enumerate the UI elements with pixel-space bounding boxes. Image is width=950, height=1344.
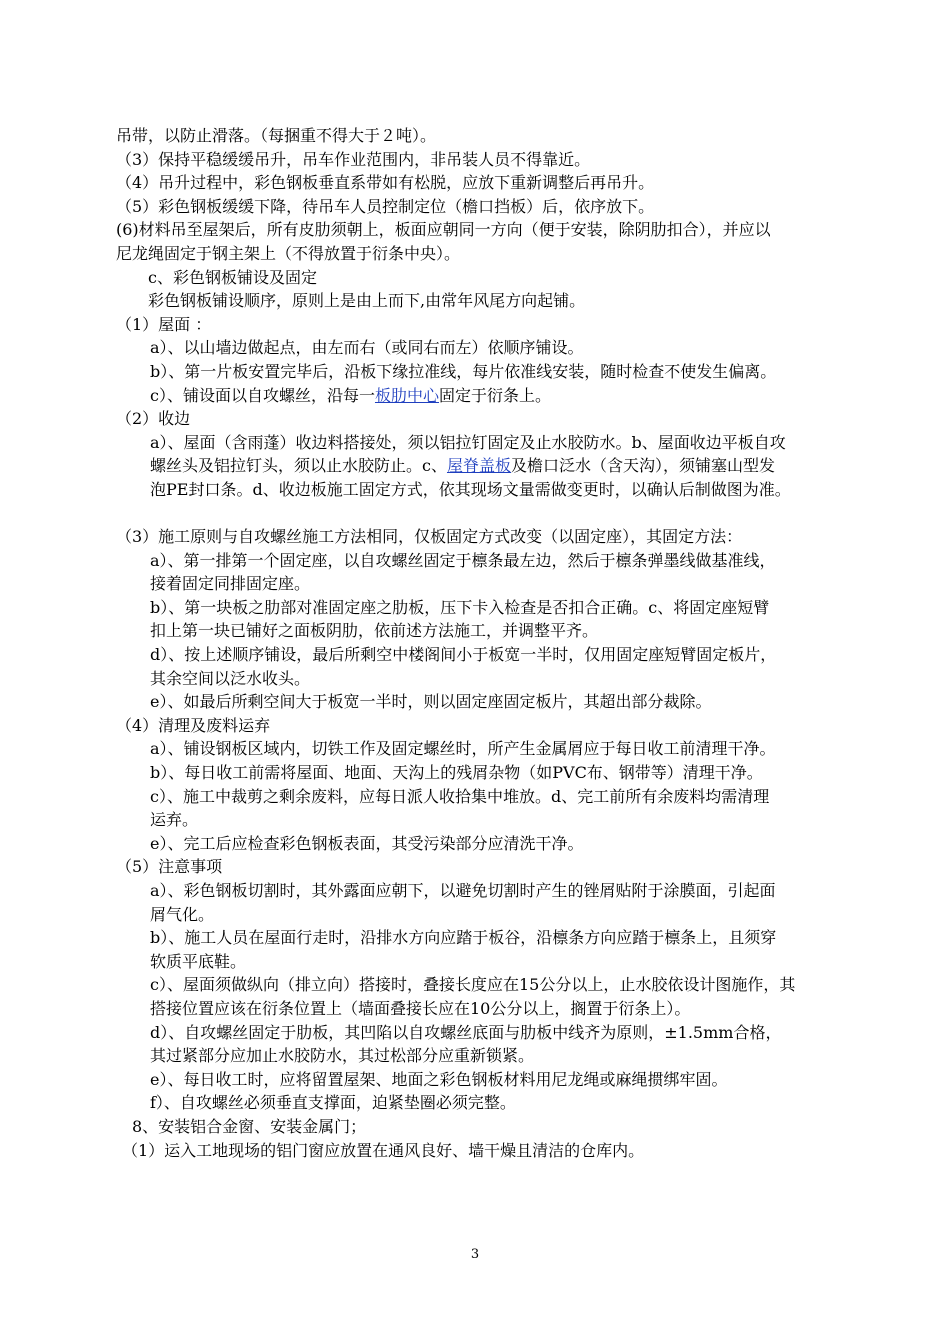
text-line: （1）运入工地现场的铝门窗应放置在通风良好、墙干燥且清洁的仓库内。 [122, 1140, 645, 1160]
text-line: （2）收边 [116, 409, 191, 429]
text-line: e）、如最后所剩空间大于板宽一半时，则以固定座固定板片，其超出部分裁除。 [150, 692, 712, 712]
line-text-before: 螺丝头及铝拉钉头，须以止水胶防止。c、 [150, 456, 447, 476]
text-line: d）、自攻螺丝固定于肋板，其凹陷以自攻螺丝底面与肋板中线齐为原则，±1.5mm合格， [150, 1022, 782, 1042]
text-line: （4）清理及废料运弃 [116, 715, 271, 735]
text-line: e）、每日收工时，应将留置屋架、地面之彩色钢板材料用尼龙绳或麻绳掼绑牢固。 [150, 1069, 728, 1089]
text-line: 尼龙绳固定于钢主架上（不得放置于衍条中央）。 [116, 243, 461, 263]
text-line: （3）保持平稳缓缓吊升，吊车作业范围内，非吊装人员不得靠近。 [116, 149, 591, 169]
text-line: a）、以山墙边做起点，由左而右（或同右而左）依顺序铺设。 [150, 338, 584, 358]
text-line: c、彩色钢板铺设及固定 [148, 267, 317, 287]
text-line: 搭接位置应该在衍条位置上（墙面叠接长应在10公分以上，搁置于衍条上）。 [150, 998, 691, 1018]
blank-line [116, 502, 886, 526]
line-text-after: 固定于衍条上。 [438, 385, 551, 405]
text-line: 泡PE封口条。d、收边板施工固定方式，依其现场文量需做变更时，以确认后制做图为准。 [150, 479, 791, 499]
text-line [116, 384, 886, 408]
text-line: b）、施工人员在屋面行走时，沿排水方向应踏于板谷，沿檩条方向应踏于檩条上，且须穿 [150, 928, 777, 948]
text-line: b）、第一片板安置完毕后，沿板下缘拉准线，每片依准线安装，随时检查不使发生偏离。 [150, 361, 777, 381]
hyperlink[interactable]: 屋脊盖板 [446, 456, 511, 476]
text-line: （4）吊升过程中，彩色钢板垂直系带如有松脱，应放下重新调整后再吊升。 [116, 173, 655, 193]
hyperlink[interactable]: 板肋中心 [374, 385, 439, 405]
line-text-after: 及檐口泛水（含天沟），须铺塞山型发 [510, 456, 775, 476]
text-line: 软质平底鞋。 [150, 951, 247, 971]
text-line: a）、彩色钢板切割时，其外露面应朝下，以避免切割时产生的锉屑贴附于涂膜面，引起面 [150, 881, 776, 900]
text-line: 屑气化。 [150, 904, 215, 924]
text-line: f）、自攻螺丝必须垂直支撑面，迫紧垫圈必须完整。 [150, 1093, 516, 1113]
text-line: （5）注意事项 [116, 857, 223, 877]
text-line: 扣上第一块已铺好之面板阴肋，依前述方法施工，并调整平齐。 [150, 621, 599, 641]
text-line: a）、铺设钢板区域内，切铁工作及固定螺丝时，所产生金属屑应于每日收工前清理干净。 [150, 739, 776, 759]
text-line: c）、施工中裁剪之剩余废料，应每日派人收拾集中堆放。d、完工前所有余废料均需清理 [150, 786, 770, 806]
text-line: （1）屋面 ： [116, 314, 212, 334]
text-line: c）、屋面须做纵向（排立向）搭接时，叠接长度应在15公分以上，止水胶依设计图施作，其 [150, 975, 796, 995]
line-text-before: c）、铺设面以自攻螺丝，沿每一 [150, 385, 375, 405]
text-line: 吊带，以防止滑落。（每捆重不得大于２吨）。 [116, 126, 437, 145]
text-line: (6)材料吊至屋架后，所有皮肋须朝上，板面应朝同一方向（便于安装，除阴肋扣合），并应以 [116, 220, 771, 240]
text-line: 运弃。 [150, 810, 199, 830]
text-line: a）、第一排第一个固定座，以自攻螺丝固定于檩条最左边，然后于檩条弹墨线做基准线， [150, 550, 776, 570]
text-line: b）、每日收工前需将屋面、地面、天沟上的残屑杂物（如PVC布、钢带等）清理干净。 [150, 763, 763, 783]
text-line [116, 454, 886, 478]
text-line: d）、按上述顺序铺设，最后所剩空中楼阁间小于板宽一半时，仅用固定座短臂固定板片， [150, 645, 777, 665]
text-line: （3）施工原则与自攻螺丝施工方法相同，仅板固定方式改变（以固定座），其固定方法： [116, 527, 743, 547]
page-number: 3 [470, 1247, 480, 1262]
text-line: a）、屋面（含雨蓬）收边料搭接处，须以铝拉钉固定及止水胶防水。b、屋面收边平板自攻 [150, 432, 786, 452]
text-line: 8、安装铝合金窗、安装金属门； [132, 1116, 367, 1136]
text-line: 接着固定同排固定座。 [150, 574, 311, 594]
text-line: b）、第一块板之肋部对准固定座之肋板，压下卡入检查是否扣合正确。c、将固定座短臂 [150, 597, 770, 617]
text-line: 其余空间以泛水收头。 [150, 668, 311, 688]
text-line: 其过紧部分应加止水胶防水，其过松部分应重新锁紧。 [150, 1046, 535, 1066]
document-body [116, 124, 886, 1162]
text-line: e）、完工后应检查彩色钢板表面，其受污染部分应清洗干净。 [150, 833, 584, 853]
text-line: （5）彩色钢板缓缓下降，待吊车人员控制定位（檐口挡板）后，依序放下。 [116, 196, 655, 216]
text-line: 彩色钢板铺设顺序，原则上是由上而下,由常年风尾方向起铺。 [148, 291, 586, 311]
